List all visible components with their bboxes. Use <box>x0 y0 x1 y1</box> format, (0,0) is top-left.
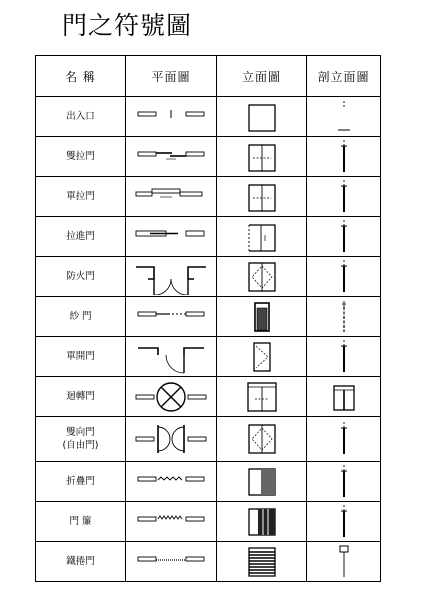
header-elevation: 立面圖 <box>217 56 307 97</box>
section-cell <box>307 502 381 542</box>
elevation-symbol <box>217 98 307 136</box>
header-name: 名 稱 <box>36 56 126 97</box>
plan-symbol <box>126 464 216 500</box>
elevation-cell <box>217 97 307 137</box>
elevation-symbol <box>217 138 307 176</box>
section-cell <box>307 137 381 177</box>
section-cell <box>307 337 381 377</box>
table-row <box>36 502 381 542</box>
section-cell <box>307 377 381 417</box>
table-row <box>36 257 381 297</box>
name-cell <box>36 97 126 137</box>
section-cell <box>307 177 381 217</box>
table-row <box>36 137 381 177</box>
door-type-name: 出入口 <box>66 111 95 122</box>
elevation-cell <box>217 377 307 417</box>
name-cell <box>36 502 126 542</box>
elevation-symbol <box>217 218 307 256</box>
plan-symbol <box>126 219 216 255</box>
elevation-symbol <box>217 503 307 541</box>
name-cell <box>36 257 126 297</box>
table-row <box>36 542 381 582</box>
elevation-symbol <box>217 178 307 216</box>
elevation-cell <box>217 297 307 337</box>
plan-cell <box>126 417 217 462</box>
door-type-name: 迴轉門 <box>66 391 95 402</box>
elevation-cell <box>217 502 307 542</box>
section-symbol <box>307 138 381 176</box>
name-cell <box>36 337 126 377</box>
plan-symbol <box>126 544 216 580</box>
elevation-symbol <box>217 543 307 581</box>
header-section: 剖立面圖 <box>307 56 381 97</box>
section-symbol <box>307 98 381 136</box>
door-type-name: 單開門 <box>66 351 95 362</box>
section-symbol <box>307 258 381 296</box>
name-cell <box>36 417 126 462</box>
door-type-name: 防火門 <box>66 271 95 282</box>
elevation-cell <box>217 462 307 502</box>
table-row <box>36 377 381 417</box>
elevation-cell <box>217 177 307 217</box>
door-symbol-table <box>35 55 381 582</box>
elevation-cell <box>217 137 307 177</box>
elevation-cell <box>217 257 307 297</box>
plan-cell <box>126 297 217 337</box>
plan-cell <box>126 502 217 542</box>
section-symbol <box>307 178 381 216</box>
plan-symbol <box>126 299 216 335</box>
section-cell <box>307 97 381 137</box>
plan-symbol <box>126 421 216 457</box>
elevation-symbol <box>217 298 307 336</box>
plan-cell <box>126 542 217 582</box>
plan-cell <box>126 337 217 377</box>
elevation-symbol <box>217 463 307 501</box>
section-cell <box>307 417 381 462</box>
section-symbol <box>307 338 381 376</box>
page-title: 門之符號圖 <box>62 11 193 40</box>
table-row <box>36 217 381 257</box>
section-symbol <box>307 503 381 541</box>
plan-cell <box>126 377 217 417</box>
plan-cell <box>126 177 217 217</box>
door-type-name: 雙拉門 <box>66 151 95 162</box>
elevation-symbol <box>217 420 307 458</box>
section-symbol <box>307 378 381 416</box>
door-type-name: 門 簾 <box>69 516 92 527</box>
door-type-name: 雙向門 <box>66 427 95 438</box>
door-type-subname: (自由門) <box>62 440 99 451</box>
plan-cell <box>126 137 217 177</box>
door-type-name: 紗 門 <box>69 311 92 322</box>
plan-cell <box>126 257 217 297</box>
door-type-name: 折疊門 <box>66 476 95 487</box>
name-cell <box>36 177 126 217</box>
table-row <box>36 417 381 462</box>
table-body <box>36 97 381 582</box>
elevation-cell <box>217 542 307 582</box>
name-cell <box>36 542 126 582</box>
door-type-name: 鐵捲門 <box>66 556 95 567</box>
elevation-cell <box>217 217 307 257</box>
door-type-name: 單拉門 <box>66 191 95 202</box>
section-symbol <box>307 420 381 458</box>
section-symbol <box>307 298 381 336</box>
elevation-symbol <box>217 338 307 376</box>
section-symbol <box>307 218 381 256</box>
table-header-row <box>36 56 381 97</box>
name-cell <box>36 297 126 337</box>
elevation-symbol <box>217 378 307 416</box>
door-type-name: 拉進門 <box>66 231 95 242</box>
elevation-symbol <box>217 258 307 296</box>
header-plan: 平面圖 <box>126 56 217 97</box>
section-cell <box>307 462 381 502</box>
plan-cell <box>126 217 217 257</box>
section-symbol <box>307 463 381 501</box>
table-row <box>36 97 381 137</box>
plan-cell <box>126 97 217 137</box>
name-cell <box>36 217 126 257</box>
plan-symbol <box>126 339 216 375</box>
plan-symbol <box>126 179 216 215</box>
plan-symbol <box>126 259 216 295</box>
table-row <box>36 462 381 502</box>
section-cell <box>307 542 381 582</box>
plan-symbol <box>126 99 216 135</box>
section-symbol <box>307 543 381 581</box>
table-row <box>36 177 381 217</box>
name-cell <box>36 377 126 417</box>
plan-cell <box>126 462 217 502</box>
elevation-cell <box>217 337 307 377</box>
plan-symbol <box>126 139 216 175</box>
table-row <box>36 297 381 337</box>
section-cell <box>307 297 381 337</box>
table-row <box>36 337 381 377</box>
name-cell <box>36 137 126 177</box>
name-cell <box>36 462 126 502</box>
plan-symbol <box>126 379 216 415</box>
elevation-cell <box>217 417 307 462</box>
section-cell <box>307 257 381 297</box>
plan-symbol <box>126 504 216 540</box>
section-cell <box>307 217 381 257</box>
